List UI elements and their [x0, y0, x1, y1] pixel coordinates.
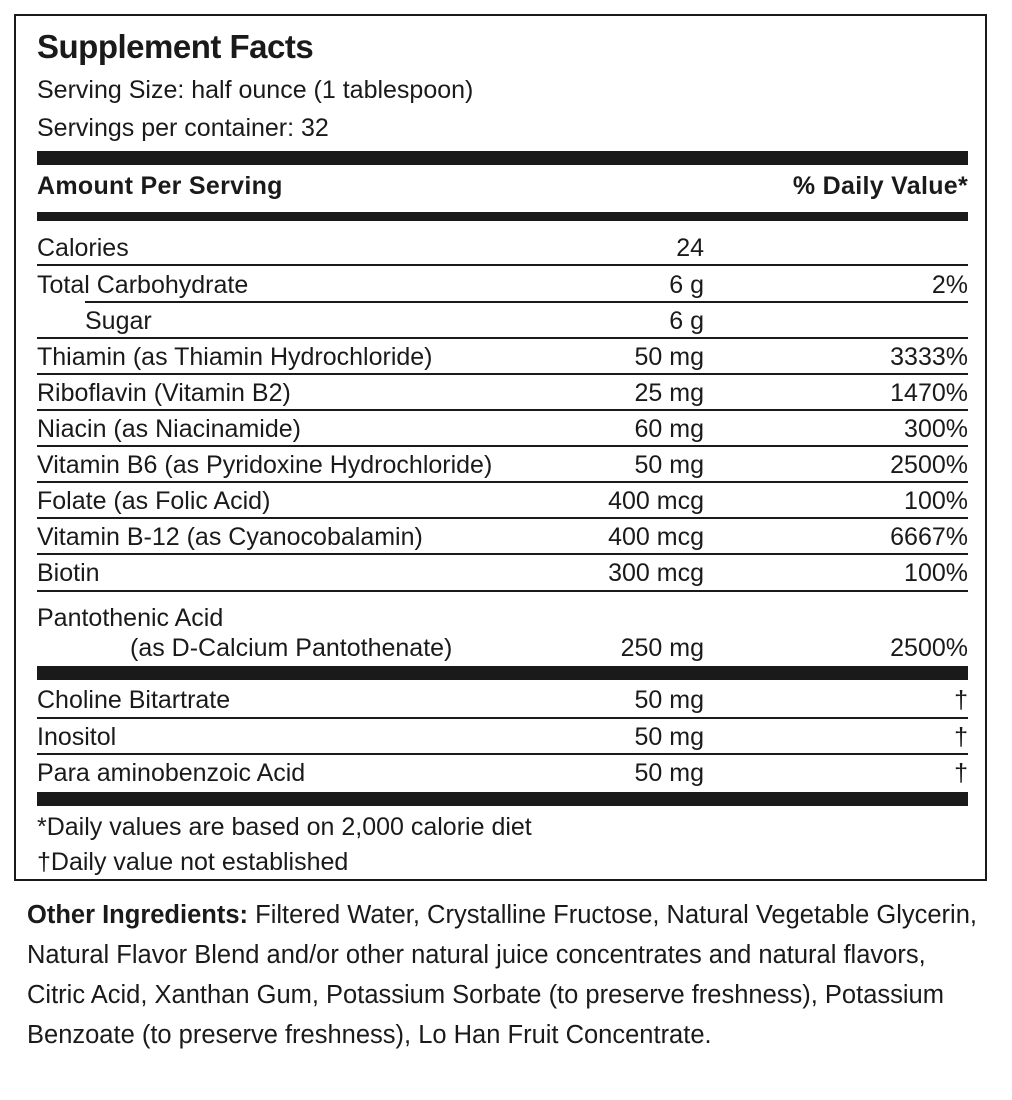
nutrient-name-detail: (as D-Calcium Pantothenate) [130, 634, 453, 662]
row-divider [37, 590, 968, 592]
nutrient-name: Calories [37, 234, 129, 262]
nutrient-amount: 6 g [669, 271, 704, 299]
nutrient-daily-value: 1470% [890, 379, 968, 407]
nutrient-name: Folate (as Folic Acid) [37, 487, 271, 515]
thick-divider-middle [37, 666, 968, 680]
row-divider [37, 445, 968, 447]
nutrient-amount: 50 mg [634, 686, 704, 714]
row-divider [37, 517, 968, 519]
nutrient-amount: 60 mg [634, 415, 704, 443]
nutrient-amount: 50 mg [634, 451, 704, 479]
nutrient-name: Total Carbohydrate [37, 271, 249, 299]
label-title: Supplement Facts [37, 28, 314, 65]
row-divider [85, 301, 968, 303]
nutrient-amount: 50 mg [634, 759, 704, 787]
row-divider [37, 717, 968, 719]
other-ingredients-label: Other Ingredients: [27, 901, 249, 929]
nutrient-daily-value: 300% [904, 415, 968, 443]
medium-divider [37, 212, 968, 221]
other-ingredients-text: Filtered Water, Crystalline Fructose, Natural Vegetable Glycerin, Natural Flavor Blend and/or other natural juice concentrates and natural flavors, Citric Acid, Xanthan Gum, Potassium Sorbate (to preserve freshness), Potassium Benzoate (to preserve freshness), Lo Han Fruit Concentrate. [27, 901, 977, 1049]
serving-size: Serving Size: half ounce (1 tablespoon) [37, 76, 474, 104]
nutrient-amount: 300 mcg [608, 559, 704, 587]
nutrient-name: Choline Bitartrate [37, 686, 231, 714]
nutrient-daily-value: 2% [931, 271, 968, 299]
row-divider [37, 373, 968, 375]
footnote-daily-values: *Daily values are based on 2,000 calorie diet [37, 813, 532, 841]
nutrient-name: Inositol [37, 723, 117, 751]
nutrient-amount: 24 [676, 234, 704, 262]
nutrient-amount: 6 g [669, 307, 704, 335]
row-divider [37, 481, 968, 483]
nutrient-daily-value: 2500% [890, 451, 968, 479]
nutrient-daily-value: 3333% [890, 343, 968, 371]
thick-divider-bottom [37, 792, 968, 806]
nutrient-name: Biotin [37, 559, 100, 587]
nutrient-daily-value: † [954, 723, 968, 751]
other-ingredients [27, 895, 987, 1055]
nutrient-name: Vitamin B6 (as Pyridoxine Hydrochloride) [37, 451, 493, 479]
nutrient-name: Pantothenic Acid [37, 604, 224, 632]
nutrient-amount: 400 mcg [608, 487, 704, 515]
nutrient-name: Para aminobenzoic Acid [37, 759, 306, 787]
nutrient-daily-value: 100% [904, 559, 968, 587]
servings-per-container: Servings per container: 32 [37, 114, 329, 142]
nutrient-daily-value: † [954, 686, 968, 714]
nutrient-name: Sugar [85, 307, 152, 335]
nutrient-amount: 25 mg [634, 379, 704, 407]
nutrient-name: Thiamin (as Thiamin Hydrochloride) [37, 343, 433, 371]
nutrient-amount: 50 mg [634, 343, 704, 371]
row-divider [37, 409, 968, 411]
row-divider [37, 337, 968, 339]
nutrient-name: Riboflavin (Vitamin B2) [37, 379, 291, 407]
amount-per-serving-header: Amount Per Serving [37, 172, 283, 200]
daily-value-header: % Daily Value* [792, 172, 968, 200]
nutrient-amount: 400 mcg [608, 523, 704, 551]
row-divider [37, 264, 968, 266]
footnote-not-established: †Daily value not established [37, 848, 349, 876]
nutrient-daily-value: 100% [904, 487, 968, 515]
nutrient-amount: 250 mg [620, 634, 704, 662]
nutrient-amount: 50 mg [634, 723, 704, 751]
row-divider [37, 753, 968, 755]
row-divider [37, 553, 968, 555]
supplement-facts-panel [14, 14, 987, 881]
nutrient-daily-value: † [954, 759, 968, 787]
nutrient-name: Vitamin B-12 (as Cyanocobalamin) [37, 523, 423, 551]
thick-divider-top [37, 151, 968, 165]
nutrient-daily-value: 6667% [890, 523, 968, 551]
nutrient-name: Niacin (as Niacinamide) [37, 415, 301, 443]
nutrient-daily-value: 2500% [890, 634, 968, 662]
